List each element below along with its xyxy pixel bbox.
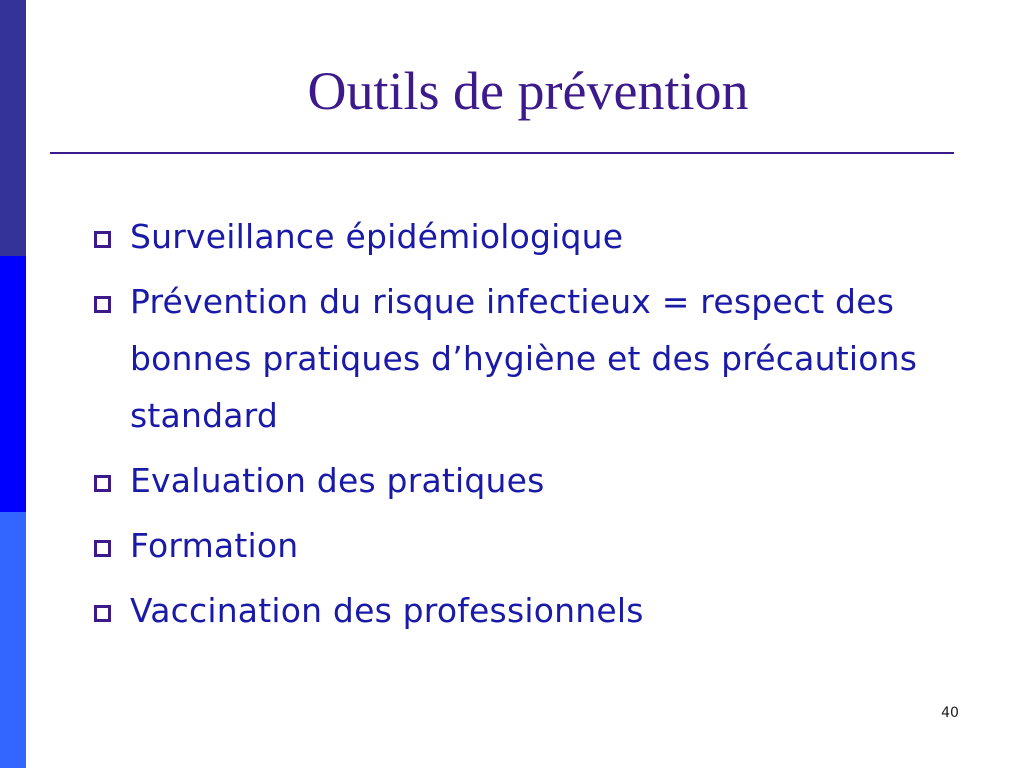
square-bullet-icon (94, 231, 111, 248)
bullet-item (92, 452, 972, 509)
bullet-text: Evaluation des pratiques (130, 461, 545, 500)
bullet-text: Surveillance épidémiologique (130, 217, 624, 256)
bullet-text: Prévention du risque infectieux = respect des bonnes pratiques d’hygiène et des précautions standard (130, 282, 918, 435)
square-bullet-icon (94, 605, 111, 622)
side-accent-bar (0, 0, 26, 768)
square-bullet-icon (94, 296, 111, 313)
page-number: 40 (941, 705, 959, 721)
square-bullet-icon (94, 540, 111, 557)
bullet-text: Formation (130, 526, 299, 565)
bullet-item (92, 582, 972, 639)
bullet-list (92, 208, 972, 647)
bullet-item (92, 273, 972, 444)
slide-title: Outils de prévention (307, 61, 749, 121)
square-bullet-icon (94, 475, 111, 492)
title-divider (50, 152, 954, 154)
side-bar-bottom-segment (0, 512, 26, 768)
side-bar-top-segment (0, 0, 26, 256)
bullet-text: Vaccination des professionnels (130, 591, 644, 630)
bullet-item (92, 517, 972, 574)
side-bar-middle-segment (0, 256, 26, 512)
bullet-item (92, 208, 972, 265)
